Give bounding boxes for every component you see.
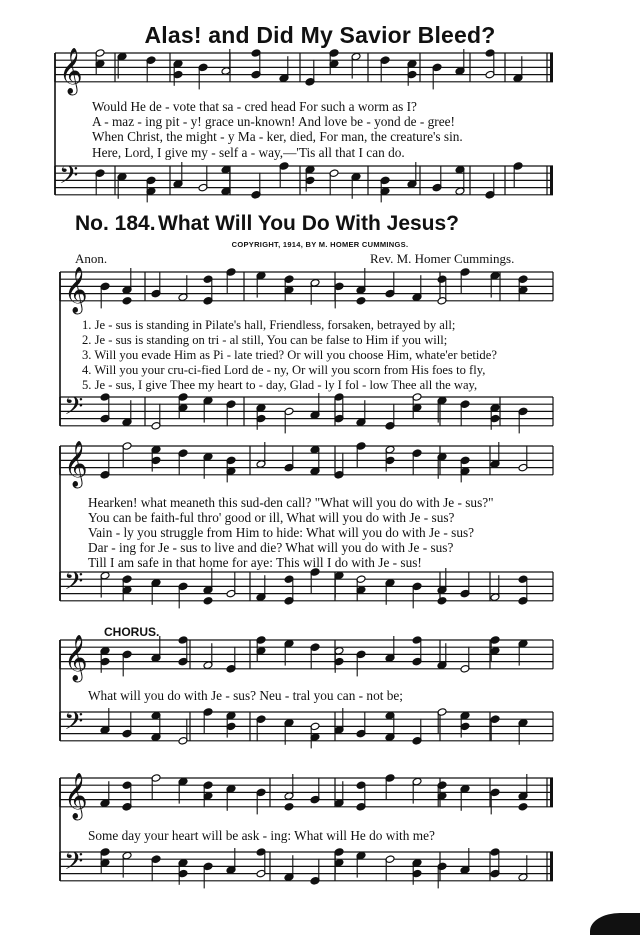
hymn-2-verse-4-b: Dar - ing for Je - sus to live and die? What will you do with Je - sus? <box>88 540 454 555</box>
svg-text:𝄞: 𝄞 <box>64 635 88 681</box>
hymn-2-verse-3-a: 3. Will you evade Him as Pi - late tried? Or will you choose Him, whate'er betide? <box>82 348 497 362</box>
composer-credit: Rev. M. Homer Cummings. <box>370 251 515 266</box>
hymn-2-verse-2-b: You can be faith-ful thro' good or ill, What will you do with Je - sus? <box>88 510 455 525</box>
svg-text:𝄞: 𝄞 <box>59 48 83 94</box>
svg-text:𝄞: 𝄞 <box>64 441 88 487</box>
hymn-1-verse-4: Here, Lord, I give my - self a - way,—'Tis all that I can do. <box>92 145 405 160</box>
hymn-1-verse-1: Would He de - vote that sa - cred head For such a worm as I? <box>92 99 417 114</box>
svg-text:𝄢: 𝄢 <box>59 161 79 196</box>
hymn-2-title: What Will You Do With Jesus? <box>158 212 460 235</box>
svg-text:𝄢: 𝄢 <box>64 707 84 742</box>
svg-text:𝄢: 𝄢 <box>64 847 84 882</box>
hymn-2-number: No. 184. <box>75 212 156 235</box>
chorus-label: CHORUS. <box>104 625 160 639</box>
hymn-1-title: Alas! and Did My Savior Bleed? <box>144 22 496 48</box>
svg-text:𝄢: 𝄢 <box>64 567 84 602</box>
svg-text:𝄞: 𝄞 <box>64 773 88 819</box>
hymn-2-verse-2-a: 2. Je - sus is standing on tri - al still, You can be false to Him if you will; <box>82 333 448 347</box>
lyricist-credit: Anon. <box>75 251 108 266</box>
hymn-2-verse-4-a: 4. Will you your cru-ci-fied Lord de - ny, Or will you scorn from His foes to fly, <box>82 363 486 377</box>
hymn-1-verse-2: A - maz - ing pit - y! grace un-known! And love be - yond de - gree! <box>92 114 455 129</box>
hymn-1-verse-3: When Christ, the might - y Ma - ker, died, For man, the creature's sin. <box>92 129 463 144</box>
hymn-2-copyright: COPYRIGHT, 1914, BY M. HOMER CUMMINGS. <box>231 240 409 249</box>
hymn-2-verse-3-b: Vain - ly you struggle from Him to hide: What will you do with Je - sus? <box>88 525 475 540</box>
hymn-2-verse-1-a: 1. Je - sus is standing in Pilate's hall, Friendless, forsaken, betrayed by all; <box>82 318 456 332</box>
hymn-2-verse-5-a: 5. Je - sus, I give Thee my heart to - day, Glad - ly I fol - low Thee all the way, <box>82 378 478 392</box>
hymn-2-verse-1-b: Hearken! what meaneth this sud-den call? "What will you do with Je - sus?" <box>88 495 494 510</box>
svg-text:𝄞: 𝄞 <box>64 267 88 313</box>
hymn-2-verse-5-b: Till I am safe in that home for aye: This will I do with Je - sus! <box>88 555 422 570</box>
chorus-line-2: Some day your heart will be ask - ing: What will He do with me? <box>88 828 435 843</box>
chorus-line-1: What will you do with Je - sus? Neu - tral you can - not be; <box>88 688 403 703</box>
svg-text:𝄢: 𝄢 <box>64 392 84 427</box>
